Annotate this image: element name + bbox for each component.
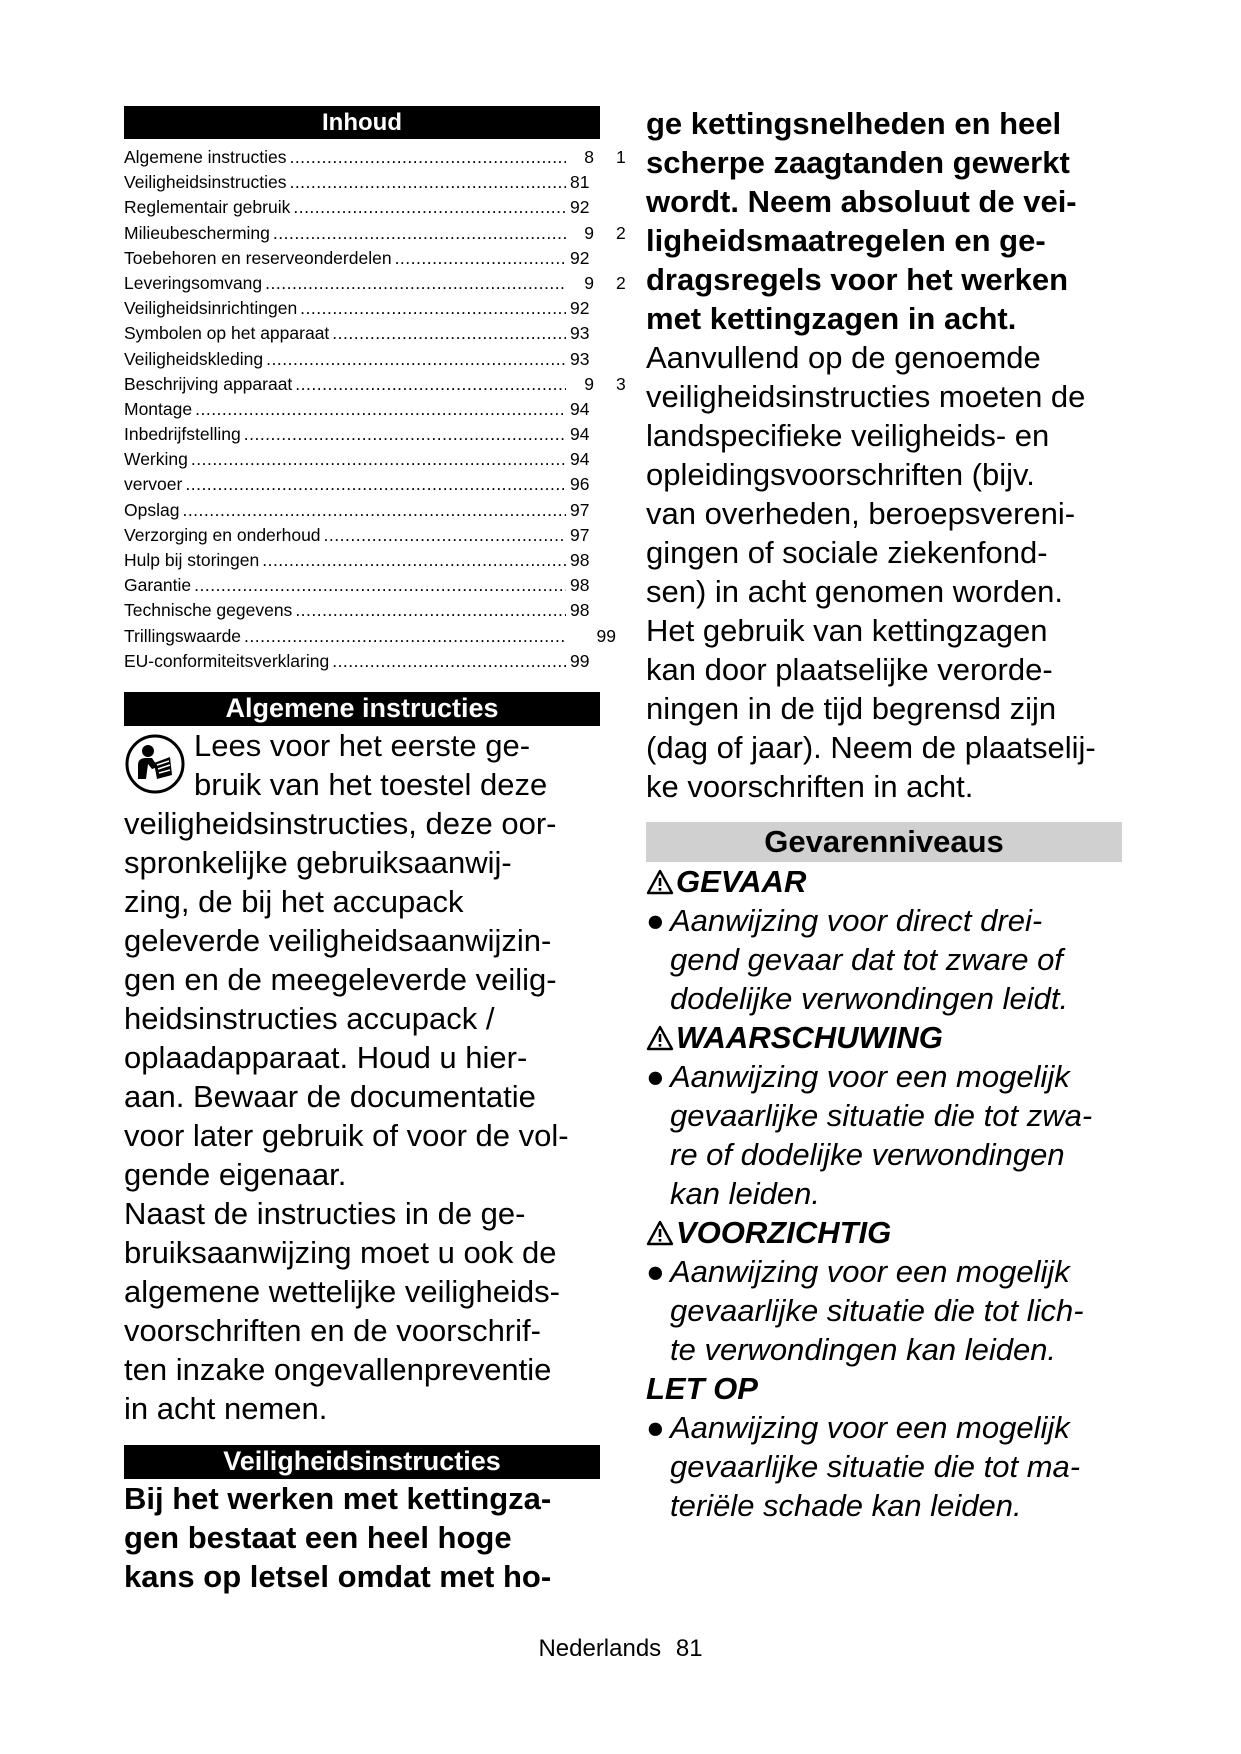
toc-dot-leader: [266, 347, 566, 372]
text-line: gevaarlijke situatie die tot ma-: [670, 1449, 1081, 1484]
toc-dot-leader: [262, 548, 566, 573]
toc-dot-leader: [289, 170, 566, 195]
toc-entry-page: 92: [570, 298, 590, 319]
text-line: van overheden, beroepsvereni-: [646, 496, 1076, 531]
bullet-icon: ●: [646, 1254, 665, 1289]
toc-entry-page: 92: [570, 197, 590, 218]
text-line: in acht nemen.: [124, 1390, 328, 1426]
text-line: oplaadapparaat. Houd u hier-: [124, 1039, 528, 1075]
text-line: kan leiden.: [670, 1176, 820, 1211]
text-line: geleverde veiligheidsaanwijzin-: [124, 922, 552, 958]
hazard-description-text: [670, 1057, 1126, 1213]
toc-entry: [124, 195, 600, 220]
text-line: Lees voor het eerste ge-: [194, 727, 531, 763]
text-line: gevaarlijke situatie die tot zwa-: [670, 1098, 1093, 1133]
section-heading-safety: Veiligheidsinstructies: [124, 1445, 600, 1479]
hazard-description-text: [670, 1252, 1126, 1369]
text-line: veiligheidsinstructies, deze oor-: [124, 805, 557, 841]
text-line: ke voorschriften in acht.: [646, 769, 974, 804]
bullet-icon: ●: [646, 903, 665, 938]
hazard-description: [646, 1252, 1126, 1369]
toc-heading: Inhoud: [124, 106, 600, 139]
text-line: ningen in de tijd begrensd zijn: [646, 691, 1057, 726]
text-line: opleidingsvoorschriften (bijv.: [646, 457, 1035, 492]
text-line: Aanvullend op de genoemde: [646, 340, 1041, 375]
hazard-description: [646, 1408, 1126, 1525]
text-line: aan. Bewaar de documentatie: [124, 1078, 536, 1114]
text-line: zing, de bij het accupack: [124, 883, 464, 919]
toc-entry: [124, 246, 600, 271]
toc-dot-leader: [332, 649, 566, 674]
toc-entry-title: Montage: [124, 398, 193, 419]
text-line: Aanwijzing voor een mogelijk: [670, 1410, 1070, 1445]
safety-text-right: [646, 338, 1126, 806]
toc-entry: [124, 498, 600, 523]
toc-entry-title: Milieubescherming: [124, 222, 270, 243]
text-line: re of dodelijke verwondingen: [670, 1137, 1065, 1172]
text-line: heidsinstructies accupack /: [124, 1000, 495, 1036]
toc-entry-page: 93: [570, 348, 590, 369]
hazard-level-title: [646, 1018, 1126, 1057]
toc-entry: [124, 321, 600, 346]
safety-bold-text-left: [124, 1479, 600, 1596]
hazard-level-title: [646, 862, 1126, 901]
toc-entry-page: 96: [570, 474, 590, 495]
text-line: spronkelijke gebruiksaanwij-: [124, 844, 512, 880]
text-line: voor later gebruik of voor de vol-: [124, 1117, 569, 1153]
warning-triangle-icon: [646, 869, 674, 895]
footer-page-number: 81: [675, 1635, 703, 1662]
right-column: [646, 104, 1126, 1525]
text-line: (dag of jaar). Neem de plaatselij-: [646, 730, 1096, 765]
toc-dot-leader: [191, 447, 566, 472]
toc-dot-leader: [194, 573, 566, 598]
general-instructions-text: [124, 726, 600, 1428]
toc-entry: [124, 422, 600, 447]
section-heading-hazards: Gevarenniveaus: [646, 822, 1122, 862]
toc-dot-leader: [265, 271, 566, 296]
toc-entry-page: 9: [584, 272, 594, 293]
text-line: Aanwijzing voor direct drei-: [670, 903, 1043, 938]
toc-entry: [124, 221, 626, 246]
toc-entry-title: Inbedrijfstelling: [124, 424, 241, 445]
toc-entry-title: Leveringsomvang: [124, 272, 263, 293]
toc-entry: [124, 523, 600, 548]
toc-entry-page: 92: [570, 247, 590, 268]
text-line: Aanwijzing voor een mogelijk: [670, 1059, 1070, 1094]
toc-entry-page: 94: [570, 424, 590, 445]
text-line: dragsregels voor het werken: [646, 262, 1069, 297]
toc-entry: [124, 296, 600, 321]
read-manual-icon: [124, 733, 186, 795]
toc-entry-page: 93: [570, 323, 590, 344]
toc-entry-title: Symbolen op het apparaat: [124, 323, 330, 344]
toc-entry-title: Reglementair gebruik: [124, 197, 291, 218]
warning-triangle-icon: [646, 1220, 674, 1246]
toc-dot-leader: [324, 523, 566, 548]
hazard-level-title: [646, 1369, 1126, 1408]
toc-entry-page: 98: [570, 550, 590, 570]
toc-entry-page: 9: [584, 373, 594, 394]
toc-entry: [124, 170, 600, 195]
toc-entry-page-suffix: 1: [616, 147, 626, 167]
text-line: te verwondingen kan leiden.: [670, 1332, 1057, 1367]
hazard-level-name: GEVAAR: [676, 864, 807, 899]
toc-entry-title: Veiligheidsinrichtingen: [124, 298, 298, 319]
hazard-description-text: [670, 1408, 1126, 1525]
toc-dot-leader: [244, 624, 566, 649]
toc-entry-title: Verzorging en onderhoud: [124, 524, 321, 545]
text-line: algemene wettelijke veiligheids-: [124, 1273, 560, 1309]
toc-entry-title: Toebehoren en reserveonderdelen: [124, 247, 392, 268]
hazard-description: [646, 1057, 1126, 1213]
toc-entry-page: 9: [584, 222, 594, 243]
toc-entry-page: 97: [570, 499, 590, 520]
text-line: wordt. Neem absoluut de vei-: [646, 184, 1077, 219]
table-of-contents: [124, 145, 626, 674]
text-line: bruiksaanwijzing moet u ook de: [124, 1234, 557, 1270]
toc-dot-leader: [273, 221, 566, 246]
hazard-description-text: [670, 901, 1126, 1018]
text-line: dodelijke verwondingen leidt.: [670, 981, 1069, 1016]
left-column: [124, 106, 626, 1596]
text-line: bruik van het toestel deze: [194, 766, 548, 802]
text-line: gen en de meegeleverde veilig-: [124, 961, 557, 997]
toc-dot-leader: [295, 598, 566, 623]
toc-entry-page-suffix: 2: [616, 272, 626, 293]
toc-entry: [124, 649, 600, 674]
text-line: met kettingzagen in acht.: [646, 301, 1017, 336]
text-line: gen bestaat een heel hoge: [124, 1519, 512, 1555]
toc-dot-leader: [332, 321, 566, 346]
toc-entry-title: EU-conformiteitsverklaring: [124, 650, 330, 671]
toc-dot-leader: [289, 145, 566, 170]
toc-entry: [124, 548, 600, 573]
toc-entry: [124, 397, 600, 422]
toc-entry-title: Algemene instructies: [124, 147, 287, 167]
toc-entry-title: Veiligheidsinstructies: [124, 172, 287, 193]
text-line: Naast de instructies in de ge-: [124, 1195, 526, 1231]
toc-entry-page: 94: [570, 398, 590, 419]
toc-entry: [124, 472, 600, 497]
toc-entry-title: Garantie: [124, 575, 192, 596]
text-line: kans op letsel omdat met ho-: [124, 1558, 552, 1594]
toc-dot-leader: [395, 246, 566, 271]
text-line: scherpe zaagtanden gewerkt: [646, 145, 1070, 180]
text-line: ten inzake ongevallenpreventie: [124, 1351, 552, 1387]
warning-triangle-icon: [646, 1025, 674, 1051]
toc-entry-page: 81: [570, 172, 590, 193]
safety-bold-text-right: [646, 104, 1126, 338]
toc-entry-title: Technische gegevens: [124, 600, 293, 621]
toc-entry: [124, 624, 616, 649]
page-footer: [0, 1635, 1241, 1663]
toc-entry-page: 94: [570, 449, 590, 470]
text-line: gingen of sociale ziekenfond-: [646, 535, 1048, 570]
toc-entry-page: 99: [570, 650, 590, 671]
toc-entry-page-suffix: 2: [616, 222, 626, 243]
text-line: gende eigenaar.: [124, 1156, 347, 1192]
toc-entry: [124, 145, 626, 170]
text-line: Aanwijzing voor een mogelijk: [670, 1254, 1070, 1289]
toc-entry-page: 98: [570, 575, 590, 596]
hazard-levels: [646, 862, 1126, 1525]
text-line: gend gevaar dat tot zware of: [670, 942, 1063, 977]
text-line: ge kettingsnelheden en heel: [646, 106, 1062, 141]
toc-entry-title: Opslag: [124, 499, 180, 520]
toc-entry-page: 99: [596, 625, 616, 646]
text-line: Bij het werken met kettingza-: [124, 1480, 552, 1516]
toc-entry-page: 98: [570, 600, 590, 621]
toc-entry-page-suffix: 3: [616, 373, 626, 394]
toc-dot-leader: [244, 422, 566, 447]
toc-dot-leader: [182, 498, 566, 523]
toc-entry-title: vervoer: [124, 474, 183, 495]
toc-entry-page: 8: [584, 147, 594, 167]
toc-entry: [124, 573, 600, 598]
text-line: landspecifieke veiligheids- en: [646, 418, 1050, 453]
toc-entry: [124, 447, 600, 472]
text-line: voorschriften en de voorschrif-: [124, 1312, 541, 1348]
toc-entry-title: Werking: [124, 449, 188, 470]
text-line: Het gebruik van kettingzagen: [646, 613, 1048, 648]
hazard-description: [646, 901, 1126, 1018]
toc-dot-leader: [300, 296, 566, 321]
text-line: sen) in acht genomen worden.: [646, 574, 1064, 609]
text-line: gevaarlijke situatie die tot lich-: [670, 1293, 1084, 1328]
hazard-level-name: WAARSCHUWING: [676, 1020, 943, 1055]
toc-dot-leader: [195, 397, 566, 422]
toc-entry: [124, 271, 626, 296]
toc-entry-page: 97: [570, 524, 590, 545]
bullet-icon: ●: [646, 1059, 665, 1094]
text-line: ligheidsmaatregelen en ge-: [646, 223, 1046, 258]
section-heading-general: Algemene instructies: [124, 692, 600, 726]
text-line: veiligheidsinstructies moeten de: [646, 379, 1086, 414]
text-line: kan door plaatselijke verorde-: [646, 652, 1053, 687]
toc-dot-leader: [293, 195, 566, 220]
toc-entry: [124, 372, 626, 397]
toc-dot-leader: [295, 372, 566, 397]
text-line: teriële schade kan leiden.: [670, 1488, 1022, 1523]
toc-entry: [124, 598, 600, 623]
footer-language: Nederlands: [538, 1635, 662, 1662]
hazard-level-name: VOORZICHTIG: [676, 1215, 892, 1250]
toc-entry-title: Veiligheidskleding: [124, 348, 264, 369]
toc-entry: [124, 347, 600, 372]
toc-entry-title: Beschrijving apparaat: [124, 373, 293, 394]
hazard-level-name: LET OP: [646, 1371, 758, 1406]
toc-dot-leader: [185, 472, 566, 497]
toc-entry-title: Trillingswaarde: [124, 625, 242, 646]
toc-entry-title: Hulp bij storingen: [124, 550, 260, 570]
hazard-level-title: [646, 1213, 1126, 1252]
bullet-icon: ●: [646, 1410, 665, 1445]
